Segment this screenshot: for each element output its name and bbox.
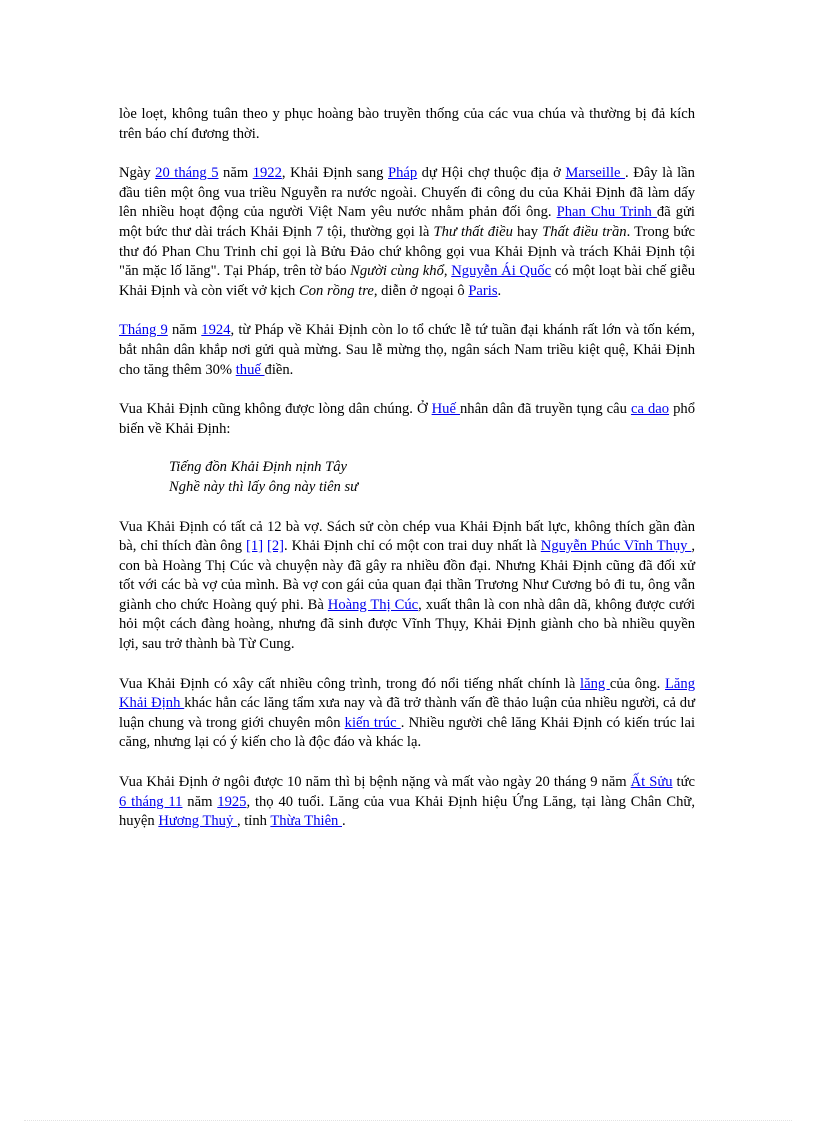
link-nguyen-ai-quoc[interactable]: Nguyễn Ái Quốc xyxy=(451,263,552,280)
link-reference-1[interactable]: [1] xyxy=(246,538,264,555)
text: . Khải Định chỉ có một con trai duy nhất là xyxy=(284,538,541,555)
link-reference-2[interactable]: [2] xyxy=(267,538,285,555)
italic-title: Con rồng tre xyxy=(298,282,374,299)
link-lang[interactable]: lăng xyxy=(580,675,610,692)
text: lòe loẹt, không tuân theo y phục hoàng bào truyền thống của các vua chúa và thường bị đả kích trên báo chí đương thời. xyxy=(119,106,695,142)
link-lang-khai-dinh[interactable]: Lăng Khải Định xyxy=(119,675,695,712)
link-architecture[interactable]: kiến trúc xyxy=(344,714,401,731)
poem-line-2: Nghề này thì lấy ông này tiên sư xyxy=(169,478,359,495)
text: , con bà Hoàng Thị Cúc và chuyện này đã gây ra nhiều đồn đại. Nhưng Khải Định cũng đã đối xử tốt với các bà vợ của mình. Bà vợ con gái của quan đại thần Trương Như Cương bỏ đi tu, ông vẫn giành cho chức Hoàng quý phi. Bà xyxy=(119,538,696,613)
text: , Khải Định sang xyxy=(281,165,388,182)
link-at-suu[interactable]: Ất Sửu xyxy=(630,774,673,791)
text: năm xyxy=(218,165,253,182)
italic-title: Thất điều trần xyxy=(542,223,627,240)
link-month[interactable]: Tháng 9 xyxy=(119,322,168,339)
text: , xuất thân là con nhà dân dã, không được cưới hỏi một cách đàng hoàng, nhưng đã sinh được Vĩnh Thụy, Khải Định giành cho bà nhiều quyền lợi, sau trở thành bà Từ Cung. xyxy=(119,596,695,653)
paragraph-3 xyxy=(119,321,695,380)
text: . Trong bức thư đó Phan Chu Trinh chỉ gọi là Bửu Đảo chứ không gọi vua Khải Định và trách Khải Định tội "ăn mặc lố lăng". Tại Pháp, trên tờ báo xyxy=(119,223,696,280)
text: nhân dân đã truyền tụng câu xyxy=(459,401,631,418)
link-tax[interactable]: thuế xyxy=(235,361,265,378)
link-hoang-thi-cuc[interactable]: Hoàng Thị Cúc xyxy=(327,596,419,613)
link-paris[interactable]: Paris xyxy=(468,282,498,299)
text: của ông. xyxy=(609,675,665,692)
link-year-1922[interactable]: 1922 xyxy=(252,165,282,182)
text: năm xyxy=(167,322,202,339)
paragraph-4 xyxy=(119,400,695,439)
text: , từ Pháp về Khải Định còn lo tổ chức lễ tứ tuần đại khánh rất lớn và tốn kém, bắt nhân dân khắp nơi gửi quà mừng. Sau lễ mừng thọ, ngân sách Nam triều kiệt quệ, Khải Định cho tăng thêm 30% xyxy=(119,322,695,378)
italic-title: Thư thất điều xyxy=(433,223,513,240)
link-phan-chu-trinh[interactable]: Phan Chu Trinh xyxy=(556,204,657,221)
link-date-6-11[interactable]: 6 tháng 11 xyxy=(119,793,183,810)
text: năm xyxy=(182,793,218,810)
link-huong-thuy[interactable]: Hương Thuỷ xyxy=(158,813,237,830)
paragraph-6 xyxy=(119,675,695,753)
poem-line-1: Tiếng đồn Khải Định nịnh Tây xyxy=(169,459,347,476)
document-body xyxy=(119,105,695,832)
text: , xyxy=(443,263,452,280)
paragraph-2 xyxy=(119,164,695,301)
text: Vua Khải Định ở ngôi được 10 năm thì bị bệnh nặng và mất vào ngày 20 tháng 9 năm xyxy=(119,774,631,791)
link-thua-thien[interactable]: Thừa Thiên xyxy=(270,813,342,830)
text: dự Hội chợ thuộc địa ở xyxy=(417,165,566,182)
text: . Đây là lần đầu tiên một ông vua triều Nguyễn ra nước ngoài. Chuyến đi công du của Khải Định đã làm dấy lên nhiều hoạt động của người Việt Nam yêu nước nhằm phản đối ông. xyxy=(119,165,695,221)
text: Ngày xyxy=(119,165,156,182)
text: Vua Khải Định có tất cả 12 bà vợ. Sách sử còn chép vua Khải Định bất lực, không thích gần đàn bà, chỉ thích đàn ông xyxy=(119,518,695,555)
text: phổ biến về Khải Định: xyxy=(119,401,695,437)
text: tức xyxy=(672,774,695,791)
link-nguyen-phuc-vinh-thuy[interactable]: Nguyễn Phúc Vĩnh Thụy xyxy=(540,538,692,555)
text: , diễn ở ngoại ô xyxy=(373,282,469,299)
text: hay xyxy=(512,223,543,240)
text: , thọ 40 tuổi. Lăng của vua Khải Định hiệu Ứng Lăng, tại làng Chân Chữ, huyện xyxy=(119,793,695,830)
link-france[interactable]: Pháp xyxy=(387,165,418,182)
text: khác hẳn các lăng tẩm xưa nay và đã trở thành vấn đề thảo luận của nhiều người, cả dư luận chung và trong giới chuyên môn xyxy=(119,695,695,731)
link-marseille[interactable]: Marseille xyxy=(565,165,626,182)
text: có một loạt bài chế giễu Khải Định và còn viết vở kịch xyxy=(119,263,695,299)
poem-quote xyxy=(119,458,695,497)
link-date[interactable]: 20 tháng 5 xyxy=(155,165,219,182)
page-bottom-rule xyxy=(24,1120,792,1121)
paragraph-7 xyxy=(119,773,695,832)
text: điền. xyxy=(264,361,294,378)
text: đã gửi một bức thư dài trách Khải Định 7 tội, thường gọi là xyxy=(119,204,695,240)
text: . xyxy=(342,813,346,830)
text: , tỉnh xyxy=(236,813,271,830)
text: . xyxy=(497,282,502,299)
link-ca-dao[interactable]: ca dao xyxy=(630,401,670,418)
link-hue[interactable]: Huế xyxy=(431,401,460,418)
text: . Nhiều người chê lăng Khải Định có kiến trúc lai căng, nhưng lại có ý kiến cho là độc đáo và khác lạ. xyxy=(119,714,695,751)
link-year-1925[interactable]: 1925 xyxy=(217,793,247,810)
text: Vua Khải Định có xây cất nhiều công trình, trong đó nổi tiếng nhất chính là xyxy=(119,675,581,692)
paragraph-5 xyxy=(119,518,695,655)
text: Vua Khải Định cũng không được lòng dân chúng. Ở xyxy=(119,401,432,418)
italic-title: Người cùng khổ xyxy=(350,263,444,280)
paragraph-1 xyxy=(119,105,695,144)
link-year-1924[interactable]: 1924 xyxy=(201,322,231,339)
